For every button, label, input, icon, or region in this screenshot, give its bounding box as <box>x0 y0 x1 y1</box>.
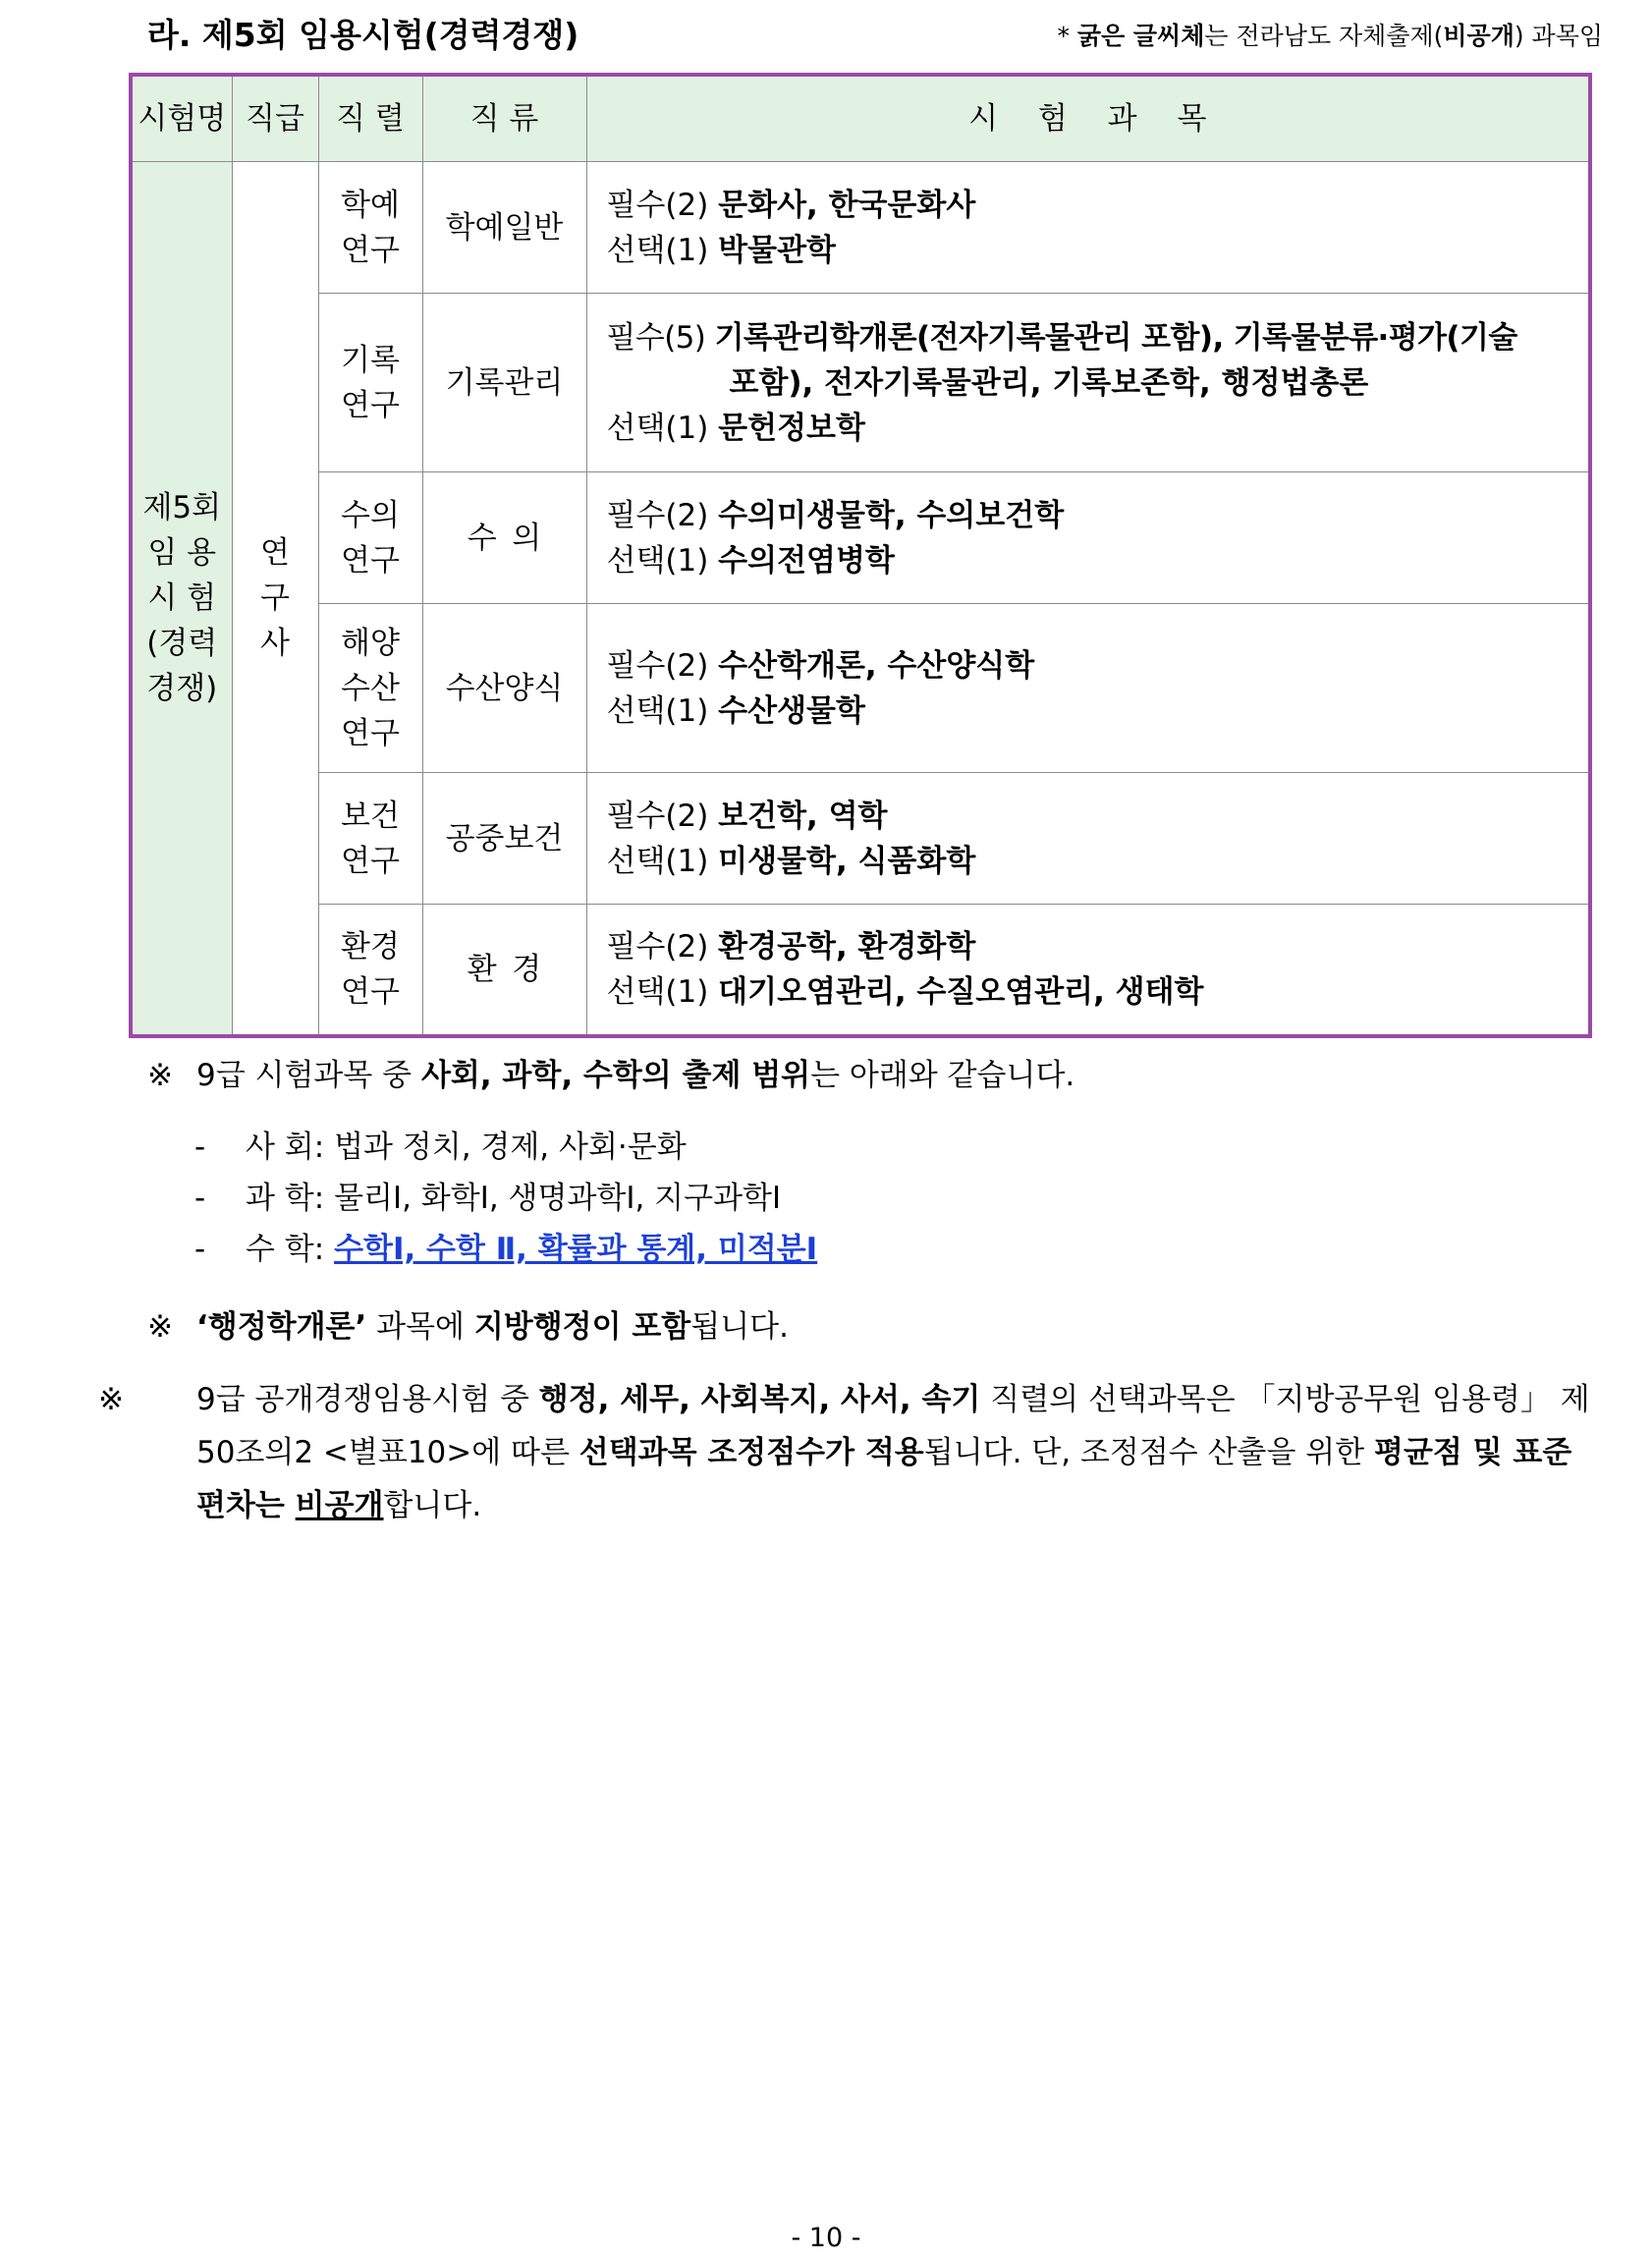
table-header-row <box>131 75 1590 162</box>
scope-note: ※ 9급 시험과목 중 사회, 과학, 수학의 출제 범위는 아래와 같습니다. <box>147 1049 1591 1102</box>
required-line: 필수(2) 문화사, 한국문화사 <box>606 187 976 223</box>
grade-cell <box>232 162 318 1036</box>
series-cell: 해양 수산 연구 <box>318 604 422 773</box>
exam-name-line: 임 용 <box>147 534 217 571</box>
subfield-cell: 환경 <box>422 905 586 1036</box>
elective-line: 선택(1) 대기오염관리, 수질오염관리, 생태학 <box>606 973 1204 1010</box>
note-suffix: ) 과목임 <box>1514 22 1603 50</box>
series-cell: 기록 연구 <box>318 294 422 472</box>
notes-section <box>98 1049 1591 1552</box>
list-item: - 과 학: 물리Ⅰ, 화학Ⅰ, 생명과학Ⅰ, 지구과학Ⅰ <box>194 1181 782 1216</box>
header-grade: 직급 <box>232 75 318 162</box>
header-note <box>1057 20 1603 53</box>
subfield-cell: 기록관리 <box>422 294 586 472</box>
table-row <box>131 773 1590 905</box>
subjects-cell <box>586 472 1590 604</box>
grade-line: 사 <box>260 625 290 661</box>
elective-line: 선택(1) 미생물학, 식품화학 <box>606 843 976 879</box>
subjects-cell <box>586 162 1590 294</box>
subfield-cell: 수산양식 <box>422 604 586 773</box>
reference-mark: ※ <box>147 1309 173 1345</box>
elective-adjust-note: ※ 9급 공개경쟁임용시험 중 행정, 세무, 사회복지, 사서, 속기 직렬의 선택과목은 「지방공무원 임용령」 제50조의2 <별표10>에 따른 선택과목 조정점수가 적용됩니다. 단, 조정점수 산출을 위한 평균점 및 표준편차는 비공개합니다. <box>147 1373 1591 1532</box>
required-continuation-line: 포함), 전자기록물관리, 기록보존학, 행정법총론 <box>729 364 1369 401</box>
elective-line: 선택(1) 수의전염병학 <box>606 542 895 579</box>
required-line: 필수(2) 수의미생물학, 수의보건학 <box>606 497 1065 533</box>
page-number: - 10 - <box>791 2223 861 2253</box>
subjects-cell <box>586 905 1590 1036</box>
series-cell: 보건 연구 <box>318 773 422 905</box>
subjects-cell <box>586 773 1590 905</box>
reference-mark: ※ <box>98 1382 124 1417</box>
section-title: 라. 제5회 임용시험(경력경쟁) <box>147 16 579 54</box>
subfield-cell: 수의 <box>422 472 586 604</box>
required-line: 필수(2) 환경공학, 환경화학 <box>606 928 976 965</box>
note-bold-text: 굵은 글씨체 <box>1076 22 1205 50</box>
series-cell: 학예 연구 <box>318 162 422 294</box>
subjects-cell <box>586 604 1590 773</box>
header-series: 직 렬 <box>318 75 422 162</box>
page-header <box>147 14 1603 57</box>
required-line: 필수(5) 기록관리학개론(전자기록물관리 포함), 기록물분류·평가(기술 <box>606 319 1517 356</box>
subfield-cell: 학예일반 <box>422 162 586 294</box>
exam-name-line: (경력 <box>146 625 218 661</box>
note-bold-text-2: 비공개 <box>1443 22 1514 50</box>
math-scope-link[interactable]: 수학Ⅰ, 수학 Ⅱ, 확률과 통계, 미적분Ⅰ <box>334 1232 818 1267</box>
elective-line: 선택(1) 수산생물학 <box>606 692 865 729</box>
table-row <box>131 472 1590 604</box>
subfield-cell: 공중보건 <box>422 773 586 905</box>
table-row <box>131 905 1590 1036</box>
elective-line: 선택(1) 문헌정보학 <box>606 410 865 446</box>
note-prefix: * <box>1057 22 1077 50</box>
header-subfield: 직 류 <box>422 75 586 162</box>
header-subjects: 시 험 과 목 <box>586 75 1590 162</box>
reference-mark: ※ <box>147 1058 173 1093</box>
required-line: 필수(2) 보건학, 역학 <box>606 798 888 834</box>
admin-note: ※ ‘행정학개론’ 과목에 지방행정이 포함됩니다. <box>147 1300 1591 1353</box>
list-item: - 사 회: 법과 정치, 경제, 사회·문화 <box>194 1130 687 1165</box>
scope-list <box>194 1122 1591 1275</box>
grade-line: 구 <box>260 579 290 616</box>
table-row <box>131 294 1590 472</box>
series-cell: 수의 연구 <box>318 472 422 604</box>
exam-name-line: 시 험 <box>147 579 217 616</box>
exam-name-cell <box>131 162 232 1036</box>
subjects-cell <box>586 294 1590 472</box>
table-row <box>131 162 1590 294</box>
grade-line: 연 <box>260 534 290 571</box>
note-mid-text: 는 전라남도 자체출제( <box>1204 22 1444 50</box>
header-exam-name: 시험명 <box>131 75 232 162</box>
exam-name-line: 제5회 <box>142 489 222 525</box>
required-line: 필수(2) 수산학개론, 수산양식학 <box>606 647 1035 684</box>
exam-subject-table <box>129 73 1592 1038</box>
series-cell: 환경 연구 <box>318 905 422 1036</box>
exam-table-container <box>129 73 1588 1023</box>
list-item: - 수 학: 수학Ⅰ, 수학 Ⅱ, 확률과 통계, 미적분Ⅰ <box>194 1232 818 1267</box>
elective-line: 선택(1) 박물관학 <box>606 232 836 268</box>
exam-name-line: 경쟁) <box>146 670 218 706</box>
table-row <box>131 604 1590 773</box>
